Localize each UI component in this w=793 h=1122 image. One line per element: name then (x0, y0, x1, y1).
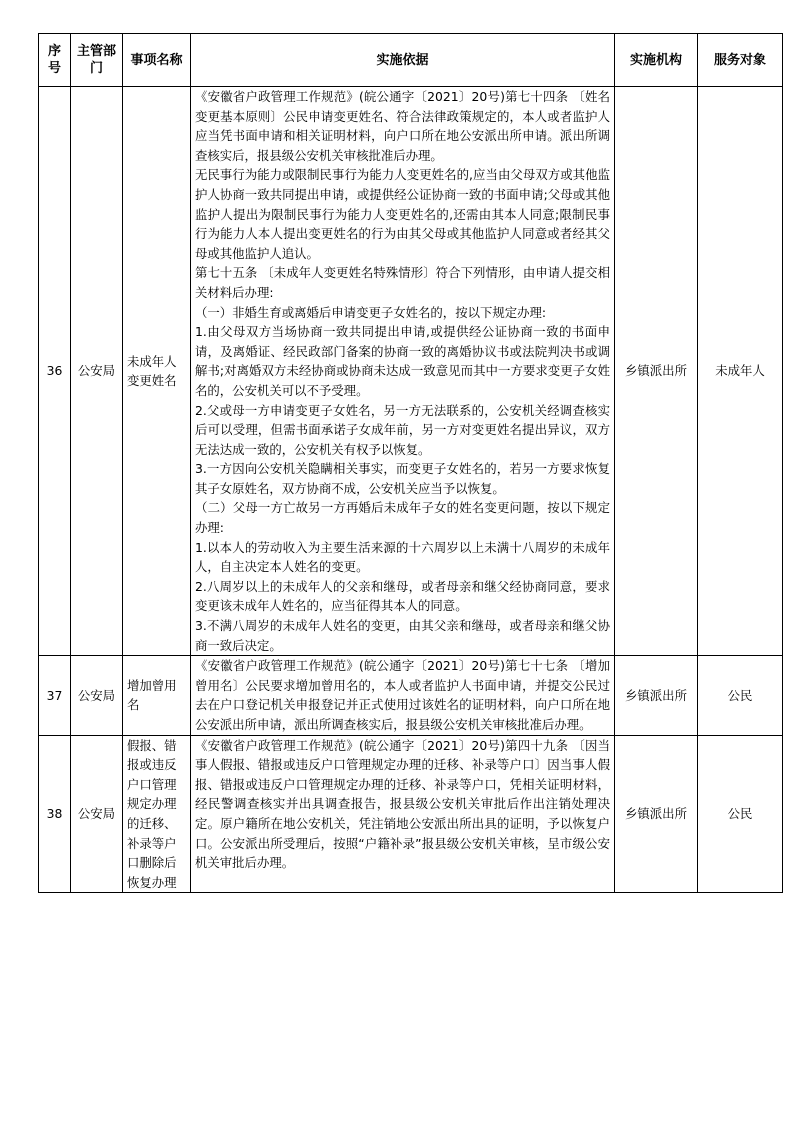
row-item: 增加曾用名 (123, 656, 191, 735)
basis-paragraph: 2.父或母一方申请变更子女姓名，另一方无法联系的，公安机关经调查核实后可以受理，但需书面承诺子女成年前，另一方对变更姓名提出异议，双方无法达成一致的，公安机关有权予以恢复。 (195, 402, 610, 457)
basis-paragraph: 3.一方因向公安机关隐瞒相关事实，而变更子女姓名的，若另一方要求恢复其子女原姓名，双方协商不成，公安机关应当予以恢复。 (195, 461, 610, 496)
row-agency: 乡镇派出所 (615, 87, 698, 656)
basis-paragraph: 《安徽省户政管理工作规范》(皖公通字〔2021〕20号)第四十九条 〔因当事人假报、错报或违反户口管理规定办理的迁移、补录等户口〕因当事人假报、错报或违反户口管理规定办理的迁移、补录等户口，凭相关证明材料，经民警调查核实并出具调查报告，报县级公安机关审批后作出注销处理决定。原户籍所在地公安机关，凭注销地公安派出所出具的证明，予以恢复户口。公安派出所受理后，按照“户籍补录”报县级公安机关审核，呈市级公安机关审批后办理。 (195, 737, 610, 871)
row-basis (191, 87, 615, 656)
row-item: 假报、错报或违反户口管理规定办理的迁移、补录等户口删除后恢复办理 (123, 735, 191, 893)
basis-paragraph: 2.八周岁以上的未成年人的父亲和继母，或者母亲和继父经协商同意，要求变更该未成年人姓名的，应当征得其本人的同意。 (195, 578, 610, 614)
header-dept: 主管部门 (71, 34, 123, 87)
header-item: 事项名称 (123, 34, 191, 87)
row-dept: 公安局 (71, 735, 123, 893)
basis-paragraph: （二）父母一方亡故另一方再婚后未成年子女的姓名变更问题，按以下规定办理: (195, 500, 610, 536)
row-target: 公民 (698, 735, 783, 893)
row-seq: 37 (39, 656, 71, 735)
table-row (39, 656, 783, 735)
row-target: 公民 (698, 656, 783, 735)
row-dept: 公安局 (71, 87, 123, 656)
basis-paragraph: 《安徽省户政管理工作规范》(皖公通字〔2021〕20号)第七十四条 〔姓名变更基本原则〕公民申请变更姓名、符合法律政策规定的，本人或者监护人应当凭书面申请和相关证明材料，向户口所在地公安派出所申请。派出所调查核实后，报县级公安机关审核批准后办理。 (195, 89, 610, 163)
row-seq: 36 (39, 87, 71, 656)
header-target: 服务对象 (698, 34, 783, 87)
header-row (39, 34, 783, 87)
table-row (39, 87, 783, 656)
row-agency: 乡镇派出所 (615, 656, 698, 735)
row-basis (191, 735, 615, 893)
header-agency: 实施机构 (615, 34, 698, 87)
basis-paragraph: 第七十五条 〔未成年人变更姓名特殊情形〕符合下列情形，由申请人提交相关材料后办理: (195, 265, 610, 300)
table-row (39, 735, 783, 893)
basis-paragraph: 《安徽省户政管理工作规范》(皖公通字〔2021〕20号)第七十七条 〔增加曾用名〕公民要求增加曾用名的，本人或者监护人书面申请，并提交公民过去在户口登记机关申报登记并正式使用过该姓名的证明材料，向户口所在地公安派出所申请，派出所调查核实后，报县级公安机关审核批准后办理。 (195, 658, 610, 732)
header-basis: 实施依据 (191, 34, 615, 87)
row-basis (191, 656, 615, 735)
row-dept: 公安局 (71, 656, 123, 735)
basis-paragraph: 无民事行为能力或限制民事行为能力人变更姓名的,应当由父母双方或其他监护人协商一致共同提出申请，或提供经公证协商一致的书面申请;父母或其他监护人提出为限制民事行为能力人变更姓名的,还需由其本人同意;限制民事行为能力人本人提出变更姓名的行为由其父母或其他监护人同意或者经其父母或其他监护人追认。 (195, 167, 610, 261)
matters-table (38, 33, 783, 893)
header-seq: 序号 (39, 34, 71, 87)
basis-paragraph: 1.由父母双方当场协商一致共同提出申请,或提供经公证协商一致的书面申请，及离婚证、经民政部门备案的协商一致的离婚协议书或法院判决书或调解书;对离婚双方未经协商或协商未达成一致意见而其中一方要求变更子女姓名的，公安机关可以不予受理。 (195, 324, 610, 398)
row-agency: 乡镇派出所 (615, 735, 698, 893)
basis-paragraph: （一）非婚生育或离婚后申请变更子女姓名的，按以下规定办理: (195, 304, 547, 320)
basis-paragraph: 3.不满八周岁的未成年人姓名的变更，由其父亲和继母，或者母亲和继父协商一致后决定。 (195, 618, 610, 653)
row-target: 未成年人 (698, 87, 783, 656)
row-seq: 38 (39, 735, 71, 893)
row-item: 未成年人变更姓名 (123, 87, 191, 656)
basis-paragraph: 1.以本人的劳动收入为主要生活来源的十六周岁以上未满十八周岁的未成年人，自主决定本人姓名的变更。 (195, 539, 610, 575)
